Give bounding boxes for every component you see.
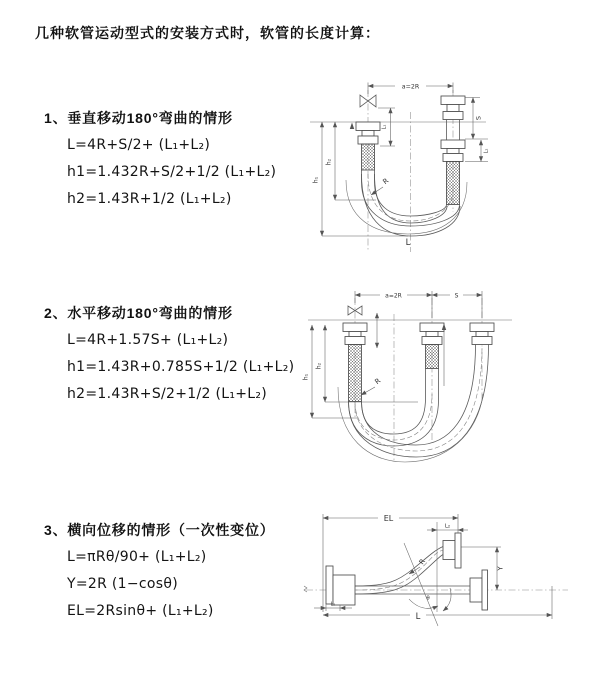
radius-label: R — [417, 557, 428, 567]
dim-label-y: Y — [496, 566, 505, 571]
section-heading: 1、垂直移动180°弯曲的情形 — [44, 110, 233, 126]
dim-label-l2: L₂ — [444, 523, 451, 530]
angle-label-theta: θ — [426, 595, 430, 602]
diagram-horizontal-180-bend — [300, 282, 570, 472]
dim-label-l1: L₁ — [330, 601, 336, 608]
dimensions — [313, 83, 490, 249]
diagram-vertical-180-bend — [300, 70, 590, 260]
dimensions — [314, 514, 552, 622]
dim-label-s: S — [474, 115, 483, 121]
section-heading: 3、横向位移的情形（一次性变位） — [44, 522, 275, 538]
centerline-break-mark — [304, 586, 307, 592]
section-lateral-displacement — [44, 517, 275, 625]
section-horizontal-motion — [44, 300, 294, 408]
formula-line: Y=2R (1−cosθ) — [67, 576, 178, 592]
formula-line: L=4R+S/2+ (L₁+L₂) — [67, 137, 211, 153]
middle-hose-fitting — [420, 323, 444, 369]
page-title: 几种软管运动型式的安装方式时，软管的长度计算： — [35, 25, 380, 41]
angle-construction — [404, 522, 451, 626]
radius-label: R — [381, 176, 391, 187]
dim-label-el: EL — [383, 514, 394, 523]
dim-label-l: L — [415, 611, 421, 622]
left-flange — [326, 566, 355, 605]
dim-label-h2: h₂ — [315, 362, 323, 370]
dimensions — [303, 291, 483, 418]
dim-label-h1: h₁ — [302, 373, 310, 381]
dim-label-l2: L₂ — [483, 148, 490, 154]
length-label: L — [405, 238, 411, 248]
upper-flange-displaced-position — [443, 533, 461, 568]
left-hose-fitting — [343, 323, 367, 402]
section-vertical-motion — [44, 105, 276, 213]
radius-label: R — [373, 376, 383, 387]
formula-line: L=πRθ/90+ (L₁+L₂) — [67, 549, 207, 565]
dim-label-a2r: a=2R — [401, 83, 420, 91]
dim-label-h1: h₁ — [312, 176, 320, 184]
reference-arrow — [350, 123, 354, 130]
dim-label-h2: h₂ — [325, 158, 333, 166]
diagram-lateral-displacement — [300, 500, 585, 660]
formula-line: L=4R+1.57S+ (L₁+L₂) — [67, 332, 229, 348]
right-hose-fitting-two-positions — [441, 96, 465, 205]
dim-label-l1: L₁ — [381, 124, 388, 130]
dim-label-a2r: a=2R — [385, 292, 402, 300]
right-hose-fitting-moved-position — [470, 323, 494, 345]
formula-line: h2=1.43R+S/2+1/2 (L₁+L₂) — [67, 386, 268, 402]
formula-line: h2=1.43R+1/2 (L₁+L₂) — [67, 191, 232, 207]
left-hose-fitting — [356, 122, 380, 170]
section-heading: 2、水平移动180°弯曲的情形 — [44, 305, 233, 321]
formula-line: h1=1.43R+0.785S+1/2 (L₁+L₂) — [67, 359, 295, 375]
right-flange-original-position — [470, 570, 488, 610]
centerlines — [308, 298, 512, 460]
dim-label-s: S — [454, 292, 459, 300]
formula-line: h1=1.432R+S/2+1/2 (L₁+L₂) — [67, 164, 277, 180]
formula-line: EL=2Rsinθ+ (L₁+L₂) — [67, 603, 214, 619]
